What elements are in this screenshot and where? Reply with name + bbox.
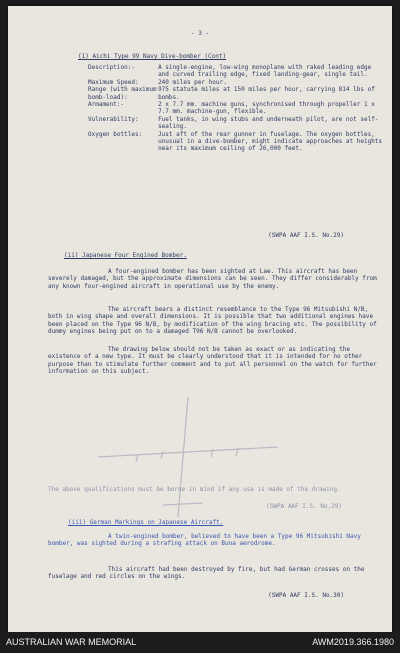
spec-label: Maximum Speed: [88, 78, 139, 86]
section-1-reference: (SWPA AAF I.S. No.29) [268, 232, 344, 239]
spec-row [88, 116, 384, 131]
section-3-reference: (SWPA AAF I.S. No.30) [268, 592, 344, 599]
spec-label: Description:- [88, 64, 135, 71]
page-number: - 3 - [190, 30, 210, 37]
aircraft-sketch [98, 397, 278, 517]
section-2-reference: (SWPA AAF I.S. No.29) [266, 503, 342, 510]
paragraph: A four-engined bomber has been sighted at Lae. This aircraft has been severely damaged, but the approximate dimensions can be seen. They differ considerably from any known four-engined aircraft in operational use by the enemy. [48, 268, 377, 290]
document-page [8, 6, 392, 632]
spec-row [88, 101, 384, 116]
paragraph: The drawing below should not be taken as exact or as indicating the existence of a new type. It must be clearly understood that it is intended for no other purpose than to stimulate further comment and to put all personnel on the watch for further information on this subject. [48, 346, 377, 376]
paragraph: This aircraft had been destroyed by fire, but had German crosses on the fuselage and red circles on the wings. [48, 566, 365, 581]
paragraph: A twin-engined bomber, believed to have been a Type 96 Mitsubishi Navy bomber, was sighted during a strafing attack on Buna aerodrome. [48, 533, 361, 548]
spec-label: Armament:- [88, 101, 125, 109]
section-2-heading: (ii) Japanese Four Engined Bomber. [64, 252, 187, 259]
spec-row [88, 131, 384, 153]
qualification-note: The above qualifications must be borne in mind if any use is made of the drawing. [48, 486, 341, 493]
spec-value: Fuel tanks, in wing stubs and underneath pilot, are not self-sealing. [158, 115, 379, 131]
footer-source: AUSTRALIAN WAR MEMORIAL [6, 637, 137, 647]
tailplane-line [163, 503, 203, 505]
spec-value: A single-engine, low-wing monoplane with raked leading edge and curved trailing edge, fixed landing-gear, single tail. [158, 64, 372, 79]
spec-value: 240 miles per hour. [158, 78, 227, 86]
aircraft-drawing [78, 387, 298, 527]
archive-footer [0, 632, 400, 653]
spec-value: 2 x 7.7 mm. machine guns, synchronised through propeller 1 x 7.7 mm. machine-gun, flexible. [158, 101, 375, 116]
spec-row [88, 64, 384, 79]
wing-line [98, 447, 278, 457]
paragraph: The aircraft bears a distinct resemblance to the Type 96 Mitsubishi N/B, both in wing shape and overall dimensions. It is possible that two additional engines have been placed on the Type 96 N/B, by modification of the wing bracing etc. The possibility of dummy engines being put on to a damaged T96 N/B cannot be overlooked. [48, 306, 377, 336]
fuselage-line [178, 397, 188, 517]
spec-value: Just aft of the rear gunner in fuselage. The oxygen bottles, unusual in a dive-bomber, might indicate approaches at heights near its maximum ceiling of 26,000 feet. [158, 130, 383, 153]
spec-list [88, 64, 384, 153]
footer-id: AWM2019.366.1980 [312, 637, 394, 647]
spec-row [88, 86, 384, 101]
spec-label: Oxygen bottles: [88, 130, 143, 138]
section-1-heading: (1) Aichi Type 99 Navy Dive-bomber (Cont) [78, 53, 227, 60]
spec-row [88, 79, 384, 86]
spec-value: 975 statute miles at 150 miles per hour, carrying 814 lbs of bombs. [158, 86, 375, 101]
spec-label: Vulnerability: [88, 115, 139, 123]
spec-label: Range (with maximum bomb-load): [88, 86, 157, 101]
section-3-heading: (iii) German Markings on Japanese Aircraft. [68, 519, 224, 526]
